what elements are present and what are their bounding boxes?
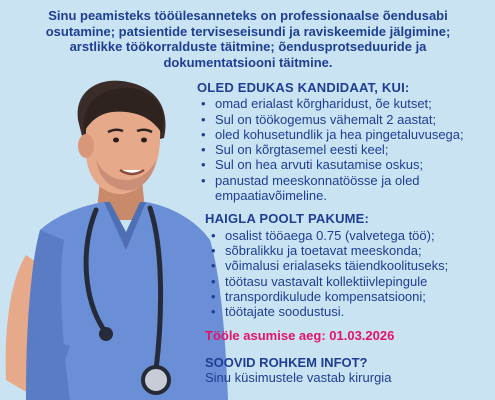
offer-heading: HAIGLA POOLT PAKUME: [205,211,370,227]
list-item: • töötajate soodustusi. [211,304,487,319]
more-info-text: Sinu küsimustele vastab kirurgia [205,370,392,386]
list-item: • Sul on töökogemus vähemalt 2 aastat; [201,112,487,127]
list-item: • osalist tööaega 0.75 (valvetega töö); [211,228,487,243]
stethoscope-tip [99,327,113,341]
list-item: • töötasu vastavalt kollektiivlepingule [211,274,487,289]
list-item: • transpordikulude kompensatsiooni; [211,289,487,304]
stethoscope-chestpiece [143,367,169,393]
intro-line-4: dokumentatsiooni täitmine. [163,54,333,70]
job-details [197,80,487,385]
start-date: Tööle asumise aeg: 01.03.2026 [205,328,395,344]
list-item: • oled kohusetundlik ja hea pingetaluvusega; [201,127,487,142]
eye-right [141,138,147,143]
candidate-heading: OLED EDUKAS KANDIDAAT, KUI: [197,80,410,95]
candidate-list [197,96,487,203]
offer-list [197,228,487,320]
more-info-heading: SOOVID ROHKEM INFOT? [205,354,368,370]
intro-line-3: arstlikke töökorralduste täitmine; õendusprotseduuride ja [69,39,427,54]
eye-left [113,138,119,143]
ear-shape [78,134,94,158]
intro-line-1: Sinu peamisteks tööülesanneteks on professionaalse õendusabi [48,8,448,23]
list-item: • sõbralikku ja toetavat meeskonda; [211,243,487,258]
list-item: • võimalusi erialaseks täiendkoolituseks; [211,258,487,273]
smile-shape [120,170,144,174]
list-item: • omad erialast kõrgharidust, õe kutset; [201,96,487,111]
job-intro [18,8,478,70]
intro-line-2: osutamine; patsientide terviseseisundi ja raviskeemide jälgimine; [45,23,451,39]
list-item: • panustad meeskonnatöösse ja oled empaatiavõimeline. [201,173,487,204]
list-item: • Sul on kõrgtasemel eesti keel; [201,142,487,157]
list-item: • Sul on hea arvuti kasutamise oskus; [201,157,487,172]
